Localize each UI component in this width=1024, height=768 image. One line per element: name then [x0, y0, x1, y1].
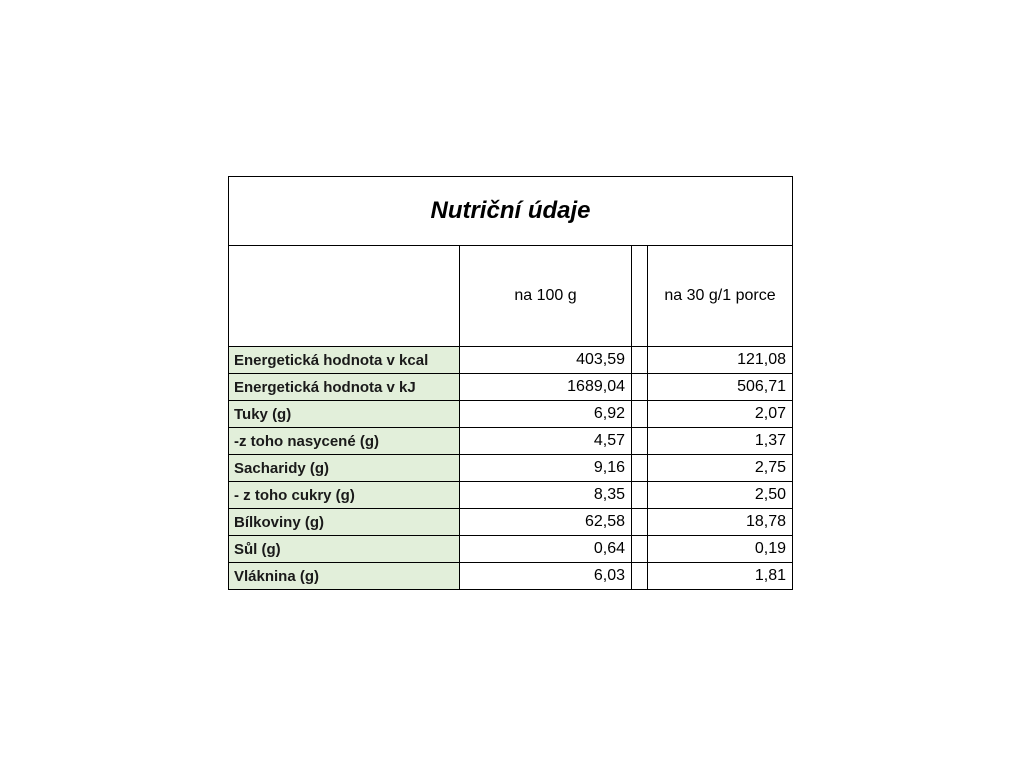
gap-cell	[632, 455, 648, 482]
header-gap-cell	[632, 246, 648, 347]
gap-cell	[632, 347, 648, 374]
row-label: Energetická hodnota v kcal	[229, 347, 460, 374]
value-per-100g: 8,35	[460, 482, 632, 509]
gap-cell	[632, 536, 648, 563]
gap-cell	[632, 428, 648, 455]
row-label: Energetická hodnota v kJ	[229, 374, 460, 401]
value-per-100g: 62,58	[460, 509, 632, 536]
header-blank-cell	[229, 246, 460, 347]
value-per-portion: 0,19	[648, 536, 793, 563]
table-row	[229, 428, 793, 455]
table-row	[229, 509, 793, 536]
header-per-100g: na 100 g	[460, 246, 632, 347]
value-per-portion: 1,81	[648, 563, 793, 590]
value-per-portion: 2,07	[648, 401, 793, 428]
table-row	[229, 401, 793, 428]
table-row	[229, 455, 793, 482]
row-label: - z toho cukry (g)	[229, 482, 460, 509]
value-per-100g: 1689,04	[460, 374, 632, 401]
value-per-100g: 6,03	[460, 563, 632, 590]
row-label: Vláknina (g)	[229, 563, 460, 590]
value-per-portion: 2,75	[648, 455, 793, 482]
table-row	[229, 536, 793, 563]
gap-cell	[632, 563, 648, 590]
value-per-portion: 2,50	[648, 482, 793, 509]
gap-cell	[632, 374, 648, 401]
value-per-portion: 18,78	[648, 509, 793, 536]
value-per-100g: 4,57	[460, 428, 632, 455]
value-per-100g: 9,16	[460, 455, 632, 482]
gap-cell	[632, 401, 648, 428]
row-label: Sůl (g)	[229, 536, 460, 563]
table-row	[229, 482, 793, 509]
row-label: Tuky (g)	[229, 401, 460, 428]
value-per-100g: 6,92	[460, 401, 632, 428]
row-label: -z toho nasycené (g)	[229, 428, 460, 455]
table-row	[229, 563, 793, 590]
value-per-portion: 121,08	[648, 347, 793, 374]
table-row	[229, 374, 793, 401]
row-label: Bílkoviny (g)	[229, 509, 460, 536]
header-per-portion: na 30 g/1 porce	[648, 246, 793, 347]
table-row	[229, 347, 793, 374]
row-label: Sacharidy (g)	[229, 455, 460, 482]
gap-cell	[632, 482, 648, 509]
value-per-100g: 403,59	[460, 347, 632, 374]
gap-cell	[632, 509, 648, 536]
header-row	[229, 246, 793, 347]
table-title: Nutriční údaje	[229, 177, 793, 246]
value-per-portion: 1,37	[648, 428, 793, 455]
value-per-portion: 506,71	[648, 374, 793, 401]
title-row	[229, 177, 793, 246]
nutrition-table	[228, 176, 793, 590]
value-per-100g: 0,64	[460, 536, 632, 563]
